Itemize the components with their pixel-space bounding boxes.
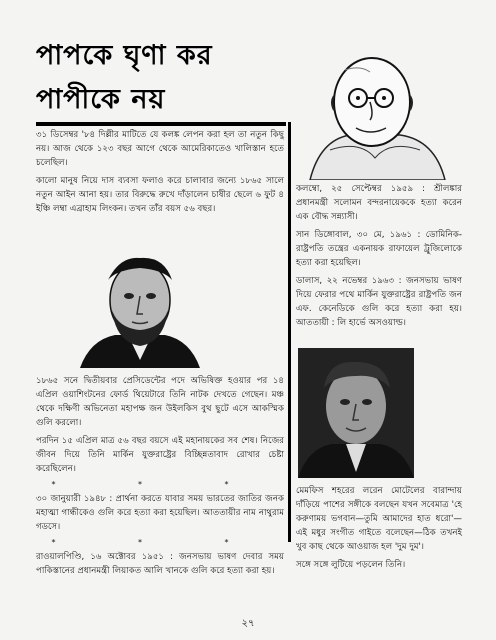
lincoln-portrait (80, 250, 200, 368)
left-column-top (36, 128, 284, 220)
paragraph: ডালাস, ২২ নভেম্বর ১৯৬৩ : জনসভায় ভাষণ দিয়ে ফেরার পথে মার্কিন যুক্তরাষ্ট্রের রাষ্ট্রপতি জন এফ. কেনেডিকে গুলি করে হত্যা করা হয়। আততায়ী : লি হার্ভে অসওয়াল্ড। (296, 276, 462, 328)
paragraph: মেমফিস শহরের লরেন মোটেলের বারান্দায় দাঁড়িয়ে পাশের সঙ্গীকে বলছেন যখন সবেমাত্র 'হে করুণাময় ভগবান—তুমি আমাদের হাত ধরো'—এই মধুর সংগীত গাইতে বলেছেন—ঠিক তখনই খুব কাছ থেকে আওয়াজ হল 'দুম দুম'। (296, 486, 462, 552)
paragraph: কালো মানুষ নিয়ে দাস ব্যবসা ফলাও করে চালাবার জন্যে ১৮৬৫ সালে নতুন আইন আনা হয়। তার বিরুদ্ধে রুখে দাঁড়ালেন চাষীর ছেলে ৬ ফুট ৪ ইঞ্চি লম্বা এব্রাহাম লিংকন। তখন তাঁর বয়স ৫৬ বছর। (36, 176, 284, 214)
heading-rule (36, 122, 286, 126)
right-column-bottom (296, 484, 462, 576)
paragraph: ১৮৬৫ সনে দ্বিতীয়বার প্রেসিডেন্টের পদে অভিষিক্ত হওয়ার পর ১৪ এপ্রিল ওয়াশিংটনের ফোর্ড থিয়েটারে তিনি নাটক দেখতে গেছেন। মঞ্চ থেকে দক্ষিণী অভিনেতা মহাপক্ষ জন উইলকিস বুথ ছুটে এসে আকস্মিক গুলি করলো। (36, 376, 284, 428)
paragraph: পরদিন ১৫ এপ্রিল মাত্র ৫৬ বছর বয়সে এই মহানায়কের সব শেষ। নিজের জীবন দিয়ে তিনি মার্কিন যুক্তরাষ্ট্রের বিচ্ছিন্নতাবাদ রোখার চেষ্টা করেছিলেন। (36, 436, 284, 474)
section-separator: * * * (51, 480, 269, 489)
paragraph: রাওয়ালপিণ্ডি, ১৬ অক্টোবর ১৯৫১ : জনসভায় ভাষণ দেবার সময় পাকিস্তানের প্রধানমন্ত্রী লিয়াকত আলি খানকে গুলি করে হত্যা করা হয়। (36, 552, 284, 576)
section-separator: * * * (51, 538, 269, 547)
paragraph: সান ডিঙ্গোবাল, ৩০ মে, ১৯৬১ : ডোমিনিক-রাষ্ট্রপতি তন্ত্রের একনায়ক রাফায়েল ট্রুজিলোকে হত্যা করা হয়েছিল। (296, 230, 462, 268)
column-divider (288, 122, 291, 542)
headline-line-1: পাপকে ঘৃণা কর (36, 40, 213, 71)
paragraph: সঙ্গে সঙ্গে লুটিয়ে পড়লেন তিনি। (296, 560, 406, 570)
headline-line-2: পাপীকে নয় (36, 84, 166, 115)
paragraph: ৩১ ডিসেম্বর '৮৪ দিল্লীর মাটিতে যে কলঙ্ক লেপন করা হল তা নতুন কিছু নয়। আজ থেকে ১২৩ বছর আগে থেকে আমেরিকাতেও খালিস্তান হতে চলেছিল। (36, 130, 284, 168)
right-column-top (296, 182, 462, 334)
paragraph: কলম্বো, ২৫ সেপ্টেম্বর ১৯৫৯ : শ্রীলঙ্কার প্রধানমন্ত্রী সলোমন বন্দরনায়েককে হত্যা করেন এক বৌদ্ধ সন্ন্যাসী। (296, 184, 462, 222)
left-column-bottom (36, 374, 284, 582)
page-number: ২৭ (241, 618, 255, 629)
gandhi-portrait (300, 40, 450, 180)
kennedy-portrait (298, 348, 414, 478)
paragraph: ৩০ জানুয়ারী ১৯৪৮ : প্রার্থনা করতে যাবার সময় ভারতের জাতির জনক মহাত্মা গান্ধীকেও গুলি করে হত্যা করা হয়েছিল। আততায়ীর নাম নাথুরাম গডসে। (36, 494, 284, 532)
